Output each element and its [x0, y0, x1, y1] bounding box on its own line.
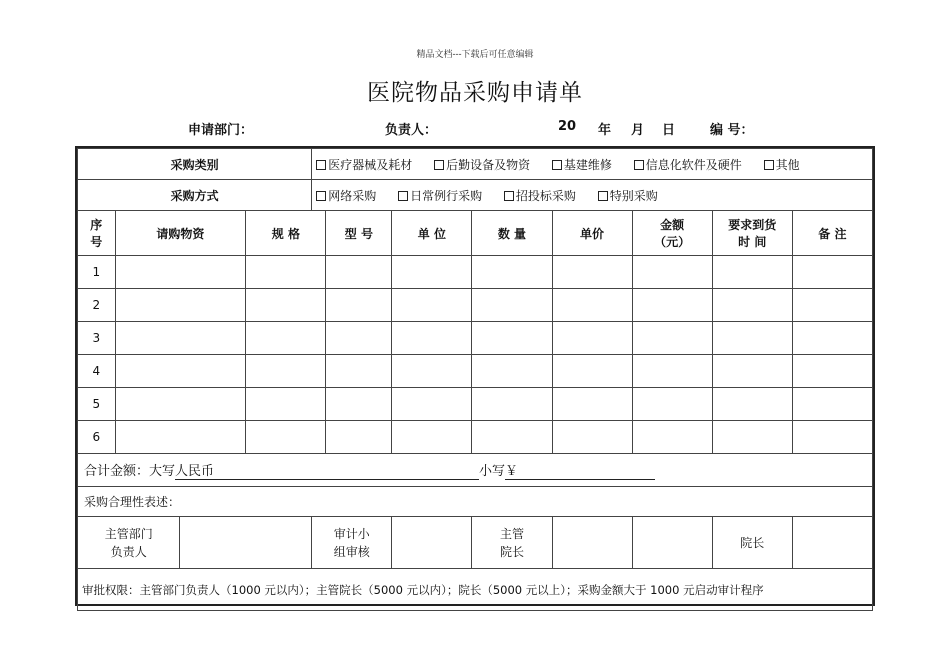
table-row: [78, 421, 873, 454]
president-label: 院长: [712, 517, 792, 569]
signature-row: [78, 517, 873, 569]
cell-spec[interactable]: [246, 388, 326, 421]
spacer-cell: [632, 517, 712, 569]
cell-item[interactable]: [115, 355, 246, 388]
dept-head-label: 主管部门 负责人: [78, 517, 180, 569]
category-option-construction[interactable]: 基建维修: [552, 156, 612, 173]
cell-model[interactable]: [326, 289, 392, 322]
checkbox-icon[interactable]: [398, 191, 408, 201]
col-spec: 规 格: [246, 211, 326, 256]
purchase-form: [75, 146, 875, 606]
cell-amount[interactable]: [632, 388, 712, 421]
cell-qty[interactable]: [472, 421, 552, 454]
cell-model[interactable]: [326, 322, 392, 355]
cell-model[interactable]: [326, 355, 392, 388]
table-row: [78, 256, 873, 289]
cell-price[interactable]: [552, 322, 632, 355]
checkbox-icon[interactable]: [504, 191, 514, 201]
cell-unit[interactable]: [392, 256, 472, 289]
method-option-routine[interactable]: 日常例行采购: [398, 187, 482, 204]
cell-qty[interactable]: [472, 388, 552, 421]
category-option-medical[interactable]: 医疗器械及耗材: [316, 156, 412, 173]
cell-delivery[interactable]: [712, 355, 792, 388]
president-sign[interactable]: [792, 517, 872, 569]
checkbox-icon[interactable]: [634, 160, 644, 170]
reason-row: [78, 487, 873, 517]
cell-item[interactable]: [115, 256, 246, 289]
checkbox-icon[interactable]: [316, 191, 326, 201]
cell-delivery[interactable]: [712, 322, 792, 355]
method-label: 采购方式: [78, 180, 312, 211]
column-header-row: [78, 211, 873, 256]
cell-qty[interactable]: [472, 355, 552, 388]
cell-unit[interactable]: [392, 388, 472, 421]
cell-spec[interactable]: [246, 322, 326, 355]
col-note: 备 注: [792, 211, 872, 256]
col-delivery: 要求到货 时 间: [712, 211, 792, 256]
row-number: 2: [78, 289, 116, 322]
year-prefix: 20: [558, 119, 577, 134]
method-option-special[interactable]: 特别采购: [598, 187, 658, 204]
total-label: 合计金额：大写: [84, 464, 176, 479]
cell-item[interactable]: [115, 322, 246, 355]
cell-note[interactable]: [792, 322, 872, 355]
method-option-tender[interactable]: 招投标采购: [504, 187, 576, 204]
category-label: 采购类别: [78, 149, 312, 180]
col-qty: 数 量: [472, 211, 552, 256]
row-number: 6: [78, 421, 116, 454]
category-option-other[interactable]: 其他: [764, 156, 800, 173]
month-label: 月: [631, 123, 645, 138]
method-row: [78, 180, 873, 211]
total-row: [78, 454, 873, 487]
col-amount: 金额 （元）: [632, 211, 712, 256]
method-options: [312, 180, 873, 211]
vp-label: 主管 院长: [472, 517, 552, 569]
dept-head-sign[interactable]: [180, 517, 312, 569]
table-row: [78, 322, 873, 355]
row-number: 3: [78, 322, 116, 355]
cell-note[interactable]: [792, 421, 872, 454]
form-table: [77, 148, 873, 611]
checkbox-icon[interactable]: [764, 160, 774, 170]
table-row: [78, 388, 873, 421]
approval-note: 审批权限：主管部门负责人（1000 元以内）；主管院长（5000 元以内）；院长（5000 元以上）；采购金额大于 1000 元启动审计程序: [78, 569, 873, 611]
total-lower-field[interactable]: ￥: [505, 460, 655, 480]
cell-item[interactable]: [115, 388, 246, 421]
cell-price[interactable]: [552, 355, 632, 388]
col-price: 单价: [552, 211, 632, 256]
cell-unit[interactable]: [392, 322, 472, 355]
cell-note[interactable]: [792, 388, 872, 421]
cell-price[interactable]: [552, 256, 632, 289]
cell-delivery[interactable]: [712, 388, 792, 421]
category-options: [312, 149, 873, 180]
cell-model[interactable]: [326, 388, 392, 421]
year-label: 年: [598, 123, 612, 138]
cell-qty[interactable]: [472, 289, 552, 322]
cell-delivery[interactable]: [712, 289, 792, 322]
col-unit: 单 位: [392, 211, 472, 256]
cell-unit[interactable]: [392, 421, 472, 454]
cell-spec[interactable]: [246, 289, 326, 322]
cell-spec[interactable]: [246, 256, 326, 289]
cell-unit[interactable]: [392, 355, 472, 388]
cell-spec[interactable]: [246, 421, 326, 454]
cell-qty[interactable]: [472, 256, 552, 289]
cell-item[interactable]: [115, 421, 246, 454]
cell-amount[interactable]: [632, 421, 712, 454]
watermark-text: 精品文档---下载后可任意编辑: [416, 50, 534, 60]
cell-amount[interactable]: [632, 256, 712, 289]
checkbox-icon[interactable]: [434, 160, 444, 170]
cell-amount[interactable]: [632, 289, 712, 322]
checkbox-icon[interactable]: [316, 160, 326, 170]
cell-price[interactable]: [552, 421, 632, 454]
cell-note[interactable]: [792, 355, 872, 388]
reason-label[interactable]: 采购合理性表述：: [78, 487, 873, 517]
cell-delivery[interactable]: [712, 256, 792, 289]
category-option-logistics[interactable]: 后勤设备及物资: [434, 156, 530, 173]
cell-qty[interactable]: [472, 322, 552, 355]
method-option-online[interactable]: 网络采购: [316, 187, 376, 204]
row-number: 4: [78, 355, 116, 388]
cell-amount[interactable]: [632, 322, 712, 355]
vp-sign[interactable]: [552, 517, 632, 569]
cell-model[interactable]: [326, 421, 392, 454]
audit-sign[interactable]: [392, 517, 472, 569]
category-row: [78, 149, 873, 180]
total-upper-field[interactable]: 人民币: [175, 460, 479, 480]
cell-note[interactable]: [792, 289, 872, 322]
checkbox-icon[interactable]: [552, 160, 562, 170]
cell-price[interactable]: [552, 388, 632, 421]
footer-row: [78, 569, 873, 611]
number-label: 编 号：: [710, 123, 754, 138]
col-seq: 序 号: [78, 211, 116, 256]
dept-label: 申请部门：: [188, 123, 254, 138]
page-title: 医院物品采购申请单: [367, 80, 583, 106]
cell-price[interactable]: [552, 289, 632, 322]
category-option-it[interactable]: 信息化软件及硬件: [634, 156, 742, 173]
total-lower-label: 小写: [479, 464, 506, 479]
row-number: 1: [78, 256, 116, 289]
audit-label: 审计小 组审核: [312, 517, 392, 569]
cell-spec[interactable]: [246, 355, 326, 388]
total-cell: [78, 454, 873, 487]
cell-delivery[interactable]: [712, 421, 792, 454]
cell-note[interactable]: [792, 256, 872, 289]
cell-item[interactable]: [115, 289, 246, 322]
cell-unit[interactable]: [392, 289, 472, 322]
row-number: 5: [78, 388, 116, 421]
col-item: 请购物资: [115, 211, 246, 256]
cell-model[interactable]: [326, 256, 392, 289]
checkbox-icon[interactable]: [598, 191, 608, 201]
col-model: 型 号: [326, 211, 392, 256]
day-label: 日: [662, 123, 676, 138]
table-row: [78, 355, 873, 388]
cell-amount[interactable]: [632, 355, 712, 388]
table-row: [78, 289, 873, 322]
owner-label: 负责人：: [385, 123, 438, 138]
